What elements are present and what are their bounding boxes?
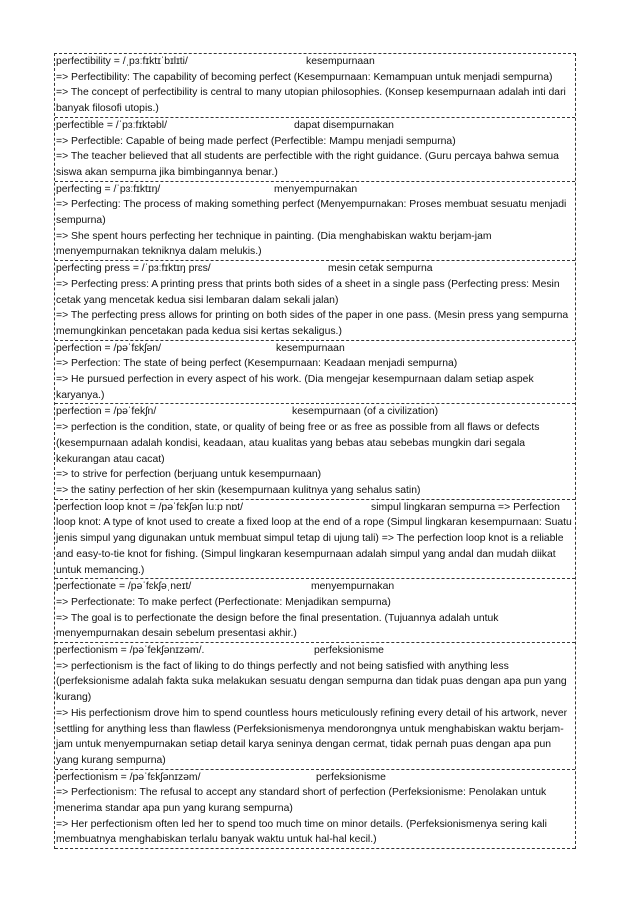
entry-definition-line: => The goal is to perfectionate the design before the final presentation. (Tujuannya adalah untuk menyempurnakan desain sebelum presentasi akhir.) <box>56 612 499 640</box>
entry-headword: perfectionate = /pəˈfɛkʃəˌneɪt/ <box>56 581 192 593</box>
dictionary-entry <box>55 770 575 850</box>
dictionary-entry <box>55 579 575 643</box>
dictionary-entry <box>55 500 575 580</box>
entry-definition-line: => Perfecting: The process of making something perfect (Menyempurnakan: Proses membuat sesuatu menjadi sempurna) <box>56 199 567 227</box>
entry-definition-line: => to strive for perfection (berjuang untuk kesempurnaan) <box>56 469 322 481</box>
dictionary-entry <box>55 341 575 405</box>
dictionary-entry <box>55 54 575 118</box>
entry-definition-line: => She spent hours perfecting her technique in painting. (Dia menghabiskan waktu berjam-jam menyempurnakan tekniknya dalam melukis.) <box>56 230 492 258</box>
entry-definition-line: => Perfecting press: A printing press that prints both sides of a sheet in a single pass (Perfecting press: Mesin cetak yang mencetak kedua sisi lembaran dalam sekali jalan) <box>56 278 560 306</box>
entry-translation: kesempurnaan <box>306 56 375 67</box>
dictionary-entry <box>55 643 575 770</box>
entry-definition-line: loop knot: A type of knot used to create a fixed loop at the end of a rope (Simpul lingkaran kesempurnaan: Suatu jenis simpul yang digunakan untuk membuat simpul tetap di ujung tali) => The perfection loop knot is a reliable and easy-to-tie knot for fishing. (Simpul lingkaran kesempurnaan adalah simpul yang andal dan mudah diikat untuk memancing.) <box>56 517 572 576</box>
entry-headword: perfectionism = /pəˈfɛkʃənɪzəm/ <box>56 771 201 783</box>
entry-definition-line: => Perfectionate: To make perfect (Perfectionate: Menjadikan sempurna) <box>56 596 391 608</box>
entry-headword: perfectible = /ˈpɜːfɪktəbl/ <box>56 119 167 131</box>
dictionary-entry <box>55 404 575 499</box>
entry-headword-line <box>56 182 575 198</box>
entry-translation: simpul lingkaran sempurna => Perfection <box>371 501 560 513</box>
entry-definition-line: => the satiny perfection of her skin (kesempurnaan kulitnya yang sehalus satin) <box>56 484 421 496</box>
entry-translation: menyempurnakan <box>274 183 358 195</box>
entry-translation: kesempurnaan (of a civilization) <box>292 406 439 418</box>
entry-definition-line: => He pursued perfection in every aspect of his work. (Dia mengejar kesempurnaan dalam setiap aspek karyanya.) <box>56 374 534 401</box>
entry-headword: perfecting = /ˈpɜːfɪktɪŋ/ <box>56 183 161 195</box>
entry-headword-line <box>56 770 575 786</box>
entry-definition-line: => The teacher believed that all students are perfectible with the right guidance. (Guru percaya bahwa semua siswa akan sempurna jika bimbingannya benar.) <box>56 151 559 178</box>
entry-headword: perfectionism = /pəˈfekʃənɪzəm/. <box>56 645 205 657</box>
vocabulary-document <box>54 53 576 849</box>
entry-translation: dapat disempurnakan <box>294 119 394 131</box>
entry-headword: perfectibility = /ˌpɜːfɪktɪˈbɪlɪti/ <box>56 56 188 67</box>
entry-definition-line: => perfectionism is the fact of liking to do things perfectly and not being satisfied with anything less (perfeksionisme adalah fakta suka melakukan sesuatu dengan sempurna dan tidak puas dengan apa pun yang kurang) <box>56 660 567 704</box>
dictionary-entry <box>55 261 575 341</box>
entry-headword-line <box>56 500 575 516</box>
entry-translation: mesin cetak sempurna <box>328 263 433 275</box>
entry-headword-line <box>56 341 575 357</box>
entry-translation: kesempurnaan <box>276 342 345 354</box>
entry-translation: perfeksionisme <box>316 771 386 783</box>
entry-headword-line <box>56 118 575 134</box>
entry-headword-line <box>56 579 575 595</box>
dictionary-entry <box>55 118 575 182</box>
entry-definition-line: => The perfecting press allows for printing on both sides of the paper in one pass. (Mesin press yang sempurna memungkinkan pencetakan pada kedua sisi kertas sekaligus.) <box>56 310 569 337</box>
entry-translation: menyempurnakan <box>311 581 395 593</box>
entry-headword-line <box>56 261 575 277</box>
entry-definition-line: => Her perfectionism often led her to spend too much time on minor details. (Perfeksionismenya sering kali membuatnya menghabiskan terlalu banyak waktu untuk hal-hal kecil.) <box>56 818 547 846</box>
entry-headword-line <box>56 54 575 70</box>
entry-headword: perfection = /pəˈfɛkʃən/ <box>56 342 161 354</box>
entry-definition-line: => His perfectionism drove him to spend countless hours meticulously refining every detail of his artwork, never settling for anything less than flawless (Perfeksionismenya mendorongnya untuk menghabiskan waktu berjam-jam untuk menyempurnakan setiap detail karya seninya dengan cermat, tidak pernah puas dengan apa pun yang kurang sempurna) <box>56 707 568 766</box>
entry-translation: perfeksionisme <box>314 645 384 657</box>
entry-definition-line: => perfection is the condition, state, or quality of being free or as free as possible from all flaws or defects (kesempurnaan adalah kondisi, keadaan, atau kualitas yang bebas atau sebebas mungkin dari segala kekurangan atau cacat) <box>56 422 540 465</box>
entry-definition-line: => Perfectionism: The refusal to accept any standard short of perfection (Perfeksionisme: Penolakan untuk menerima standar apa pun yang kurang sempurna) <box>56 787 547 815</box>
entry-headword: perfection loop knot = /pəˈfɛkʃən luːp nɒt/ <box>56 501 244 513</box>
entry-definition-line: => Perfection: The state of being perfect (Kesempurnaan: Keadaan menjadi sempurna) <box>56 358 458 370</box>
entry-headword: perfection = /pəˈfekʃn/ <box>56 406 157 418</box>
entry-headword: perfecting press = /ˈpɜːfɪktɪŋ prɛs/ <box>56 263 211 275</box>
entry-definition-line: => Perfectibility: The capability of becoming perfect (Kesempurnaan: Kemampuan untuk menjadi sempurna) <box>56 71 553 83</box>
dictionary-entry <box>55 182 575 262</box>
entry-headword-line <box>56 643 575 659</box>
entry-headword-line <box>56 404 575 420</box>
entry-definition-line: => Perfectible: Capable of being made perfect (Perfectible: Mampu menjadi sempurna) <box>56 135 456 147</box>
entry-definition-line: => The concept of perfectibility is central to many utopian philosophies. (Konsep kesempurnaan adalah inti dari banyak filosofi utopis.) <box>56 87 566 115</box>
